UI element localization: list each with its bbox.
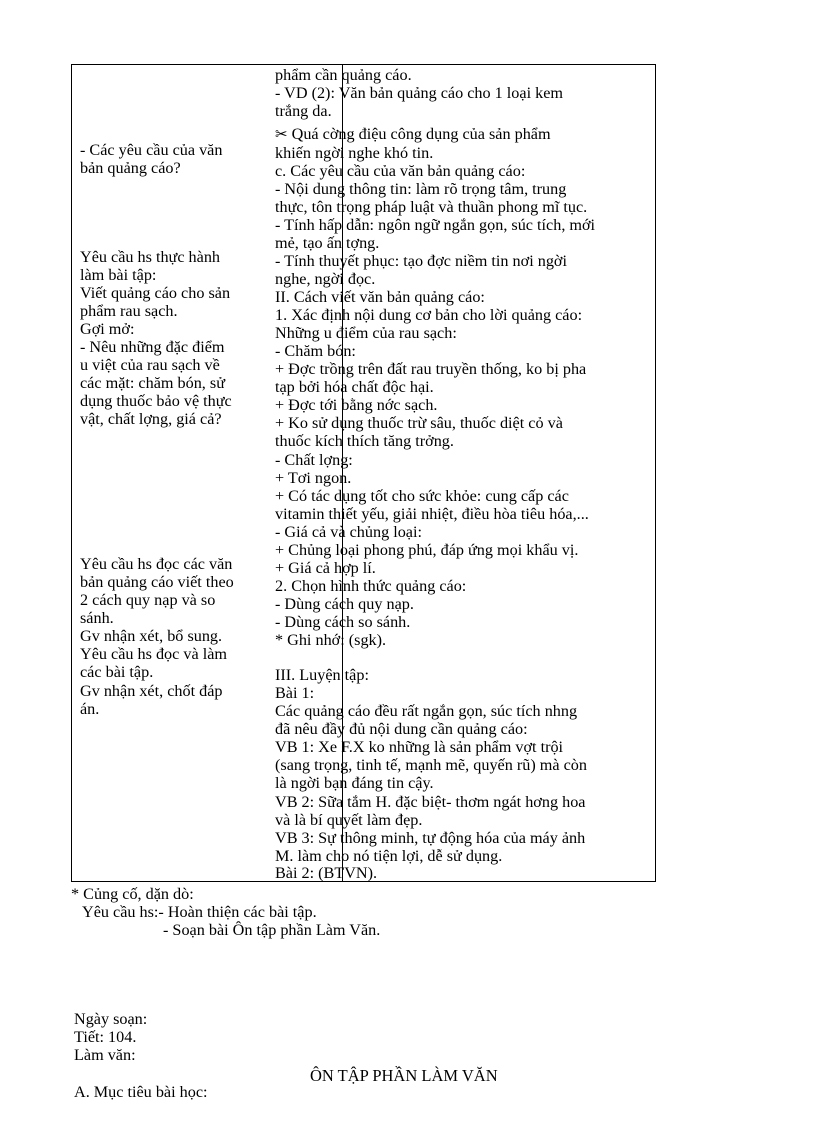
lesson-table — [71, 64, 656, 882]
left-line: sánh. — [80, 609, 114, 627]
subject-label: Làm văn: — [74, 1046, 136, 1064]
right-line: ✂ Quá cờng điệu công dụng của sản phẩm — [275, 125, 551, 143]
right-line: - Chất lợng: — [275, 451, 353, 469]
right-line: đã nêu đầy đủ nội dung cần quảng cáo: — [275, 720, 528, 738]
requirement-line: - Soạn bài Ôn tập phần Làm Văn. — [163, 921, 381, 939]
scissors-icon: ✂ — [275, 125, 288, 143]
left-line: 2 cách quy nạp và so — [80, 591, 216, 609]
date-label: Ngày soạn: — [74, 1010, 148, 1028]
right-line: phẩm cần quảng cáo. — [275, 66, 412, 84]
right-line: Bài 1: — [275, 684, 315, 702]
right-line: và là bí quyết làm đẹp. — [275, 811, 423, 829]
right-line: M. làm cho nó tiện lợi, dễ sử dụng. — [275, 847, 503, 865]
requirement-line: Yêu cầu hs:- Hoàn thiện các bài tập. — [82, 903, 317, 921]
right-line: - VD (2): Văn bản quảng cáo cho 1 loại kem — [275, 84, 563, 102]
left-line: làm bài tập: — [80, 266, 157, 284]
left-line: bản quảng cáo? — [80, 159, 181, 177]
right-line: + Đợc tới bằng nớc sạch. — [275, 396, 438, 414]
left-line: - Các yêu cầu của văn — [80, 141, 223, 159]
left-line: các mặt: chăm bón, sử — [80, 374, 225, 392]
right-line: VB 2: Sữa tắm H. đặc biệt- thơm ngát hơng hoa — [275, 793, 586, 811]
right-line: 2. Chọn hình thức quảng cáo: — [275, 577, 467, 595]
right-line: thuốc kích thích tăng trởng. — [275, 432, 454, 450]
right-line: (sang trọng, tinh tế, mạnh mẽ, quyến rũ) mà còn — [275, 756, 587, 774]
right-line: + Tơi ngon. — [275, 469, 352, 487]
right-line: + Ko sử dụng thuốc trừ sâu, thuốc diệt cỏ và — [275, 414, 563, 432]
right-line: thực, tôn trọng pháp luật và thuần phong mĩ tục. — [275, 198, 588, 216]
right-line: + Đợc trồng trên đất rau truyền thống, ko bị pha — [275, 360, 587, 378]
right-line: - Giá cả và chủng loại: — [275, 523, 422, 541]
right-line: - Dùng cách so sánh. — [275, 613, 411, 631]
consolidate-heading: * Củng cố, dặn dò: — [71, 885, 194, 903]
left-line: Yêu cầu hs đọc và làm — [80, 645, 227, 663]
right-line: + Chủng loại phong phú, đáp ứng mọi khẩu vị. — [275, 541, 579, 559]
right-line: mẻ, tạo ấn tợng. — [275, 234, 380, 252]
right-line: VB 3: Sự thông minh, tự động hóa của máy ảnh — [275, 829, 586, 847]
left-line: Yêu cầu hs đọc các văn — [80, 555, 233, 573]
right-line: nghe, ngời đọc. — [275, 270, 376, 288]
right-line: là ngời bạn đáng tin cậy. — [275, 774, 434, 792]
left-line: Gv nhận xét, bổ sung. — [80, 627, 223, 645]
left-line: Gợi mở: — [80, 320, 135, 338]
left-line: Yêu cầu hs thực hành — [80, 248, 221, 266]
right-line: trắng da. — [275, 102, 332, 120]
right-line: - Chăm bón: — [275, 342, 356, 360]
right-line: - Dùng cách quy nạp. — [275, 595, 414, 613]
right-line: - Tính thuyết phục: tạo đợc niềm tin nơi ngời — [275, 252, 567, 270]
right-line: tạp bởi hóa chất độc hại. — [275, 378, 434, 396]
right-line: VB 1: Xe F.X ko những là sản phẩm vợt trội — [275, 738, 564, 756]
left-line: án. — [80, 700, 100, 718]
objectives-label: A. Mục tiêu bài học: — [74, 1083, 208, 1101]
left-line: các bài tập. — [80, 663, 154, 681]
left-line: vật, chất lợng, giá cả? — [80, 410, 222, 428]
left-line: dụng thuốc bảo vệ thực — [80, 392, 232, 410]
left-line: phẩm rau sạch. — [80, 302, 178, 320]
left-line: u việt của rau sạch về — [80, 356, 220, 374]
right-line: Những u điểm của rau sạch: — [275, 324, 457, 342]
right-line: III. Luyện tập: — [275, 666, 369, 684]
right-line: + Có tác dụng tốt cho sức khỏe: cung cấp các — [275, 487, 569, 505]
right-line: * Ghi nhớ: (sgk). — [275, 631, 387, 649]
left-line: bản quảng cáo viết theo — [80, 573, 234, 591]
right-line: c. Các yêu cầu của văn bản quảng cáo: — [275, 162, 526, 180]
left-line: Gv nhận xét, chốt đáp — [80, 682, 223, 700]
right-line: + Giá cả hợp lí. — [275, 559, 376, 577]
right-line: - Nội dung thông tin: làm rõ trọng tâm, trung — [275, 180, 567, 198]
lesson-label: Tiết: 104. — [74, 1028, 137, 1046]
right-line: khiến ngời nghe khó tin. — [275, 144, 434, 162]
page-title: ÔN TẬP PHẦN LÀM VĂN — [310, 1066, 498, 1085]
right-line: Bài 2: (BTVN). — [275, 864, 378, 882]
right-line: vitamin thiết yếu, giải nhiệt, điều hòa tiêu hóa,... — [275, 505, 589, 523]
right-line: II. Cách viết văn bản quảng cáo: — [275, 288, 485, 306]
right-line: Các quảng cáo đều rất ngắn gọn, súc tích nhng — [275, 702, 578, 720]
right-line: 1. Xác định nội dung cơ bản cho lời quảng cáo: — [275, 306, 583, 324]
left-line: Viết quảng cáo cho sản — [80, 284, 231, 302]
right-line: - Tính hấp dẫn: ngôn ngữ ngắn gọn, súc tích, mới — [275, 216, 596, 234]
left-line: - Nêu những đặc điểm — [80, 338, 225, 356]
